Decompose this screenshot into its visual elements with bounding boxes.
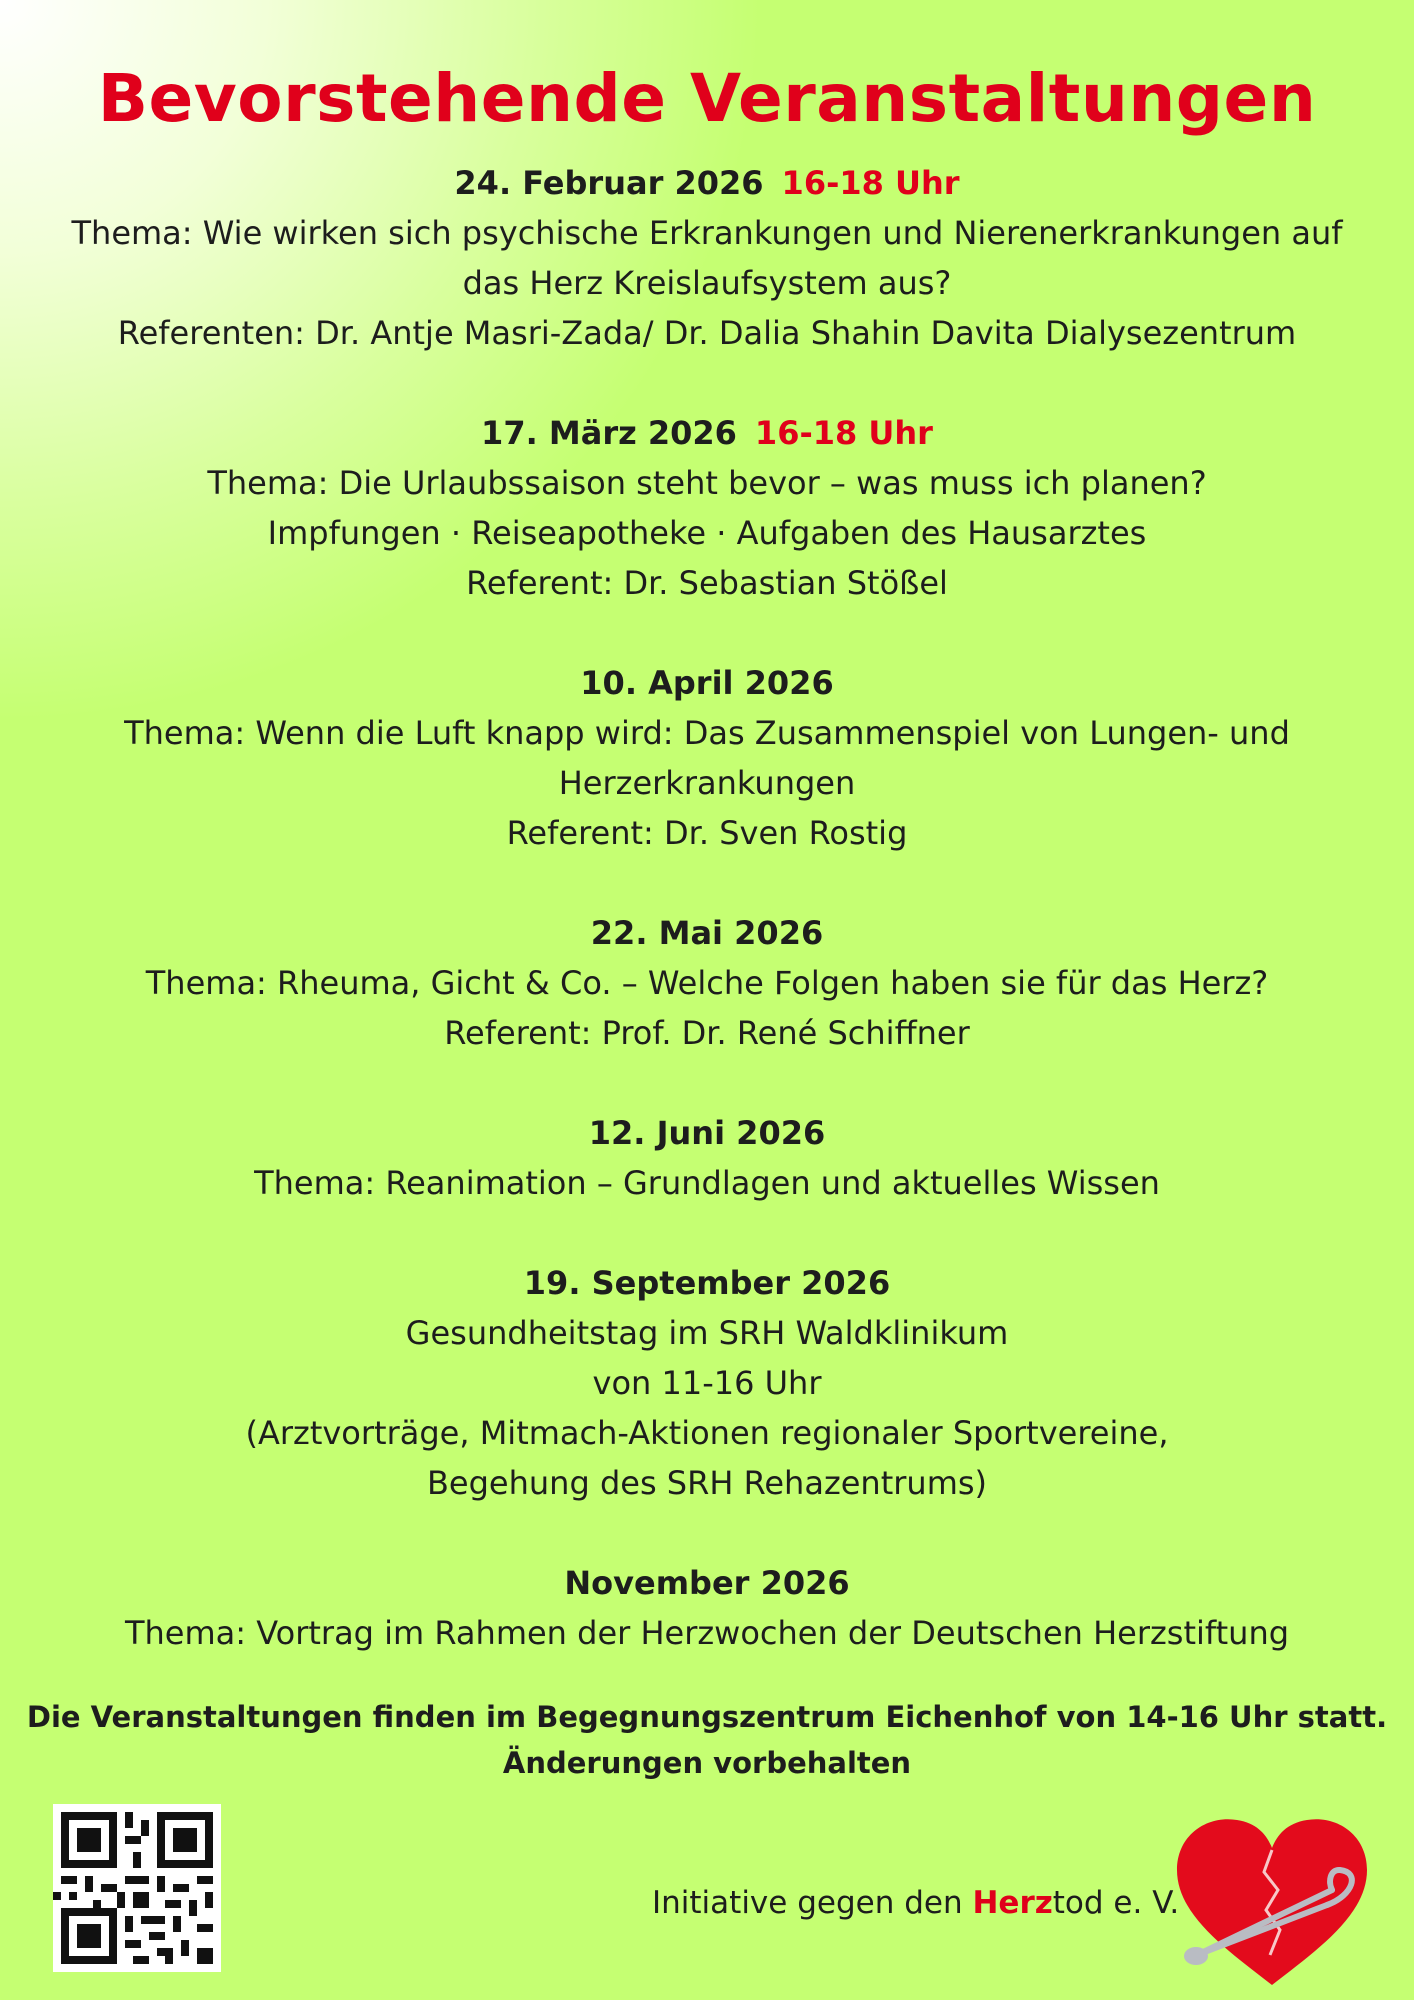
event-item (20, 408, 1394, 608)
organization-name (652, 1885, 1179, 1921)
event-topic: Thema: Wenn die Luft knapp wird: Das Zusammenspiel von Lungen- und (124, 714, 1290, 752)
event-speaker: Referent: Dr. Sven Rostig (506, 814, 908, 852)
footer-note (0, 1694, 1414, 1786)
event-list (20, 158, 1394, 1708)
event-topic: Thema: Reanimation – Grundlagen und aktuelles Wissen (254, 1164, 1160, 1202)
event-topic-cont: das Herz Kreislaufsystem aus? (462, 264, 952, 302)
event-topic: Gesundheitstag im SRH Waldklinikum (405, 1314, 1009, 1352)
event-topic: Thema: Wie wirken sich psychische Erkrankungen und Nierenerkrankungen auf (71, 214, 1343, 252)
changes-note: Änderungen vorbehalten (502, 1746, 912, 1780)
event-date: 22. Mai 2026 (590, 914, 824, 952)
event-date: 10. April 2026 (580, 664, 834, 702)
event-time: 16-18 Uhr (754, 414, 933, 452)
event-topic: Thema: Die Urlaubssaison steht bevor – was muss ich planen? (207, 464, 1207, 502)
page-title: Bevorstehende Veranstaltungen (97, 60, 1317, 137)
event-date: November 2026 (564, 1564, 850, 1602)
event-speakers: Referenten: Dr. Antje Masri-Zada/ Dr. Dalia Shahin Davita Dialysezentrum (117, 314, 1297, 352)
event-details: (Arztvorträge, Mitmach-Aktionen regionaler Sportvereine, (245, 1414, 1169, 1452)
event-time: 16-18 Uhr (781, 164, 960, 202)
org-suffix: tod e. V. (1052, 1885, 1180, 1921)
org-prefix: Initiative gegen den (652, 1885, 973, 1921)
event-details-cont: Begehung des SRH Rehazentrums) (426, 1464, 988, 1502)
event-item (20, 1108, 1394, 1208)
event-speaker: Referent: Prof. Dr. René Schiffner (444, 1014, 970, 1052)
event-item (20, 1258, 1394, 1508)
event-item (20, 1558, 1394, 1658)
event-item (20, 658, 1394, 858)
event-date-line (20, 158, 1394, 208)
event-topic-cont: Herzerkrankungen (558, 764, 856, 802)
event-date: 17. März 2026 (481, 414, 737, 452)
event-topic: Thema: Vortrag im Rahmen der Herzwochen der Deutschen Herzstiftung (124, 1614, 1290, 1652)
event-item (20, 908, 1394, 1058)
event-date: 12. Juni 2026 (588, 1114, 826, 1152)
org-highlight: Herz (972, 1885, 1053, 1921)
event-item (20, 158, 1394, 358)
event-date: 24. Februar 2026 (454, 164, 764, 202)
event-date: 19. September 2026 (523, 1264, 891, 1302)
event-speaker: Referent: Dr. Sebastian Stößel (466, 564, 948, 602)
qr-code-icon[interactable] (53, 1804, 221, 1972)
event-subtopics: Impfungen · Reiseapotheke · Aufgaben des Hausarztes (267, 514, 1147, 552)
venue-note: Die Veranstaltungen finden im Begegnungszentrum Eichenhof von 14-16 Uhr statt. (26, 1700, 1388, 1734)
event-topic: Thema: Rheuma, Gicht & Co. – Welche Folgen haben sie für das Herz? (145, 964, 1269, 1002)
event-date-line (20, 408, 1394, 458)
broken-heart-safety-pin-logo (1172, 1810, 1372, 2000)
event-hours: von 11-16 Uhr (592, 1364, 822, 1402)
